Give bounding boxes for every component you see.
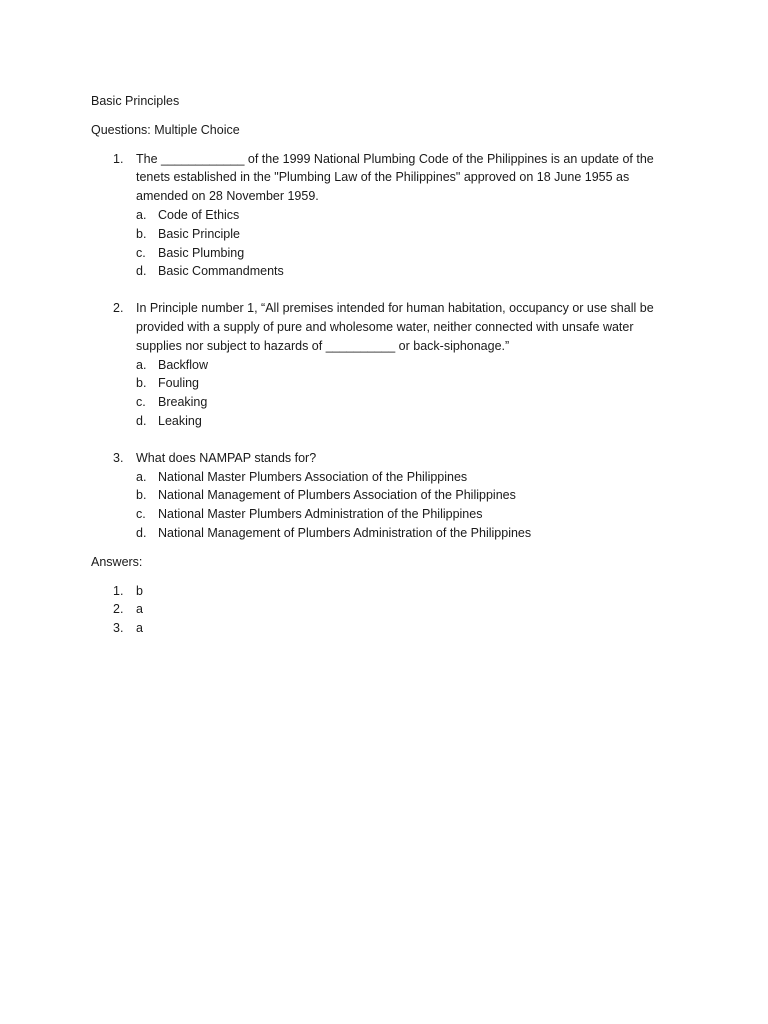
option-text: National Master Plumbers Administration of the Philippines bbox=[158, 507, 483, 522]
answer-option bbox=[136, 524, 691, 543]
answer-key-item bbox=[91, 600, 691, 619]
question-list bbox=[91, 150, 691, 543]
answer-key-item bbox=[91, 582, 691, 601]
option-text: Code of Ethics bbox=[158, 207, 240, 222]
option-letter: a. bbox=[136, 357, 147, 372]
question-item bbox=[91, 449, 691, 543]
question-stem-line: supplies nor subject to hazards of __________ or back-siphonage.” bbox=[136, 338, 510, 353]
answer-key-list bbox=[91, 582, 691, 638]
question-stem-line: What does NAMPAP stands for? bbox=[136, 450, 317, 465]
question-stem-line: In Principle number 1, “All premises intended for human habitation, occupancy or use shall be bbox=[136, 301, 654, 316]
question-stem-line: provided with a supply of pure and wholesome water, neither connected with unsafe water bbox=[136, 319, 634, 334]
question-item bbox=[91, 150, 691, 282]
answer-number: 2. bbox=[113, 602, 124, 617]
answers-label: Answers: bbox=[91, 554, 143, 569]
question-number: 3. bbox=[113, 450, 124, 465]
answer-option bbox=[136, 412, 691, 431]
answer-option bbox=[136, 225, 691, 244]
document-page bbox=[91, 92, 691, 638]
answer-value: a bbox=[136, 621, 143, 636]
question-stem-line: amended on 28 November 1959. bbox=[136, 189, 319, 204]
option-text: Backflow bbox=[158, 357, 209, 372]
option-text: Basic Commandments bbox=[158, 264, 284, 279]
answer-number: 1. bbox=[113, 583, 124, 598]
option-text: Basic Plumbing bbox=[158, 245, 245, 260]
question-item bbox=[91, 299, 691, 431]
option-letter: d. bbox=[136, 413, 147, 428]
question-stem bbox=[136, 299, 691, 355]
option-letter: d. bbox=[136, 264, 147, 279]
answer-option bbox=[136, 206, 691, 225]
answer-option bbox=[136, 393, 691, 412]
option-text: National Master Plumbers Association of the Philippines bbox=[158, 469, 468, 484]
option-letter: a. bbox=[136, 207, 147, 222]
section-label: Questions: Multiple Choice bbox=[91, 122, 240, 137]
question-stem-line: tenets established in the "Plumbing Law of the Philippines" approved on 18 June 1955 as bbox=[136, 170, 630, 185]
answer-option bbox=[136, 356, 691, 375]
option-letter: b. bbox=[136, 376, 147, 391]
question-stem bbox=[136, 150, 691, 206]
document-title: Basic Principles bbox=[91, 94, 180, 108]
answer-option bbox=[136, 374, 691, 393]
option-letter: b. bbox=[136, 226, 147, 241]
answer-option bbox=[136, 505, 691, 524]
answer-option bbox=[136, 262, 691, 281]
option-letter: c. bbox=[136, 395, 146, 410]
option-text: Fouling bbox=[158, 376, 199, 391]
option-letter: c. bbox=[136, 507, 146, 522]
option-text: Breaking bbox=[158, 395, 208, 410]
question-stem-line: The ____________ of the 1999 National Plumbing Code of the Philippines is an update of the bbox=[136, 151, 654, 166]
answer-key-item bbox=[91, 619, 691, 638]
option-letter: a. bbox=[136, 469, 147, 484]
option-text: National Management of Plumbers Association of the Philippines bbox=[158, 488, 516, 503]
option-text: Leaking bbox=[158, 413, 202, 428]
option-letter: d. bbox=[136, 525, 147, 540]
question-number: 2. bbox=[113, 301, 124, 316]
option-text: National Management of Plumbers Administration of the Philippines bbox=[158, 525, 532, 540]
answer-value: b bbox=[136, 583, 143, 598]
answer-value: a bbox=[136, 602, 143, 617]
answer-number: 3. bbox=[113, 621, 124, 636]
answer-option bbox=[136, 244, 691, 263]
option-text: Basic Principle bbox=[158, 226, 240, 241]
question-stem bbox=[136, 449, 691, 468]
option-letter: c. bbox=[136, 245, 146, 260]
answer-option bbox=[136, 468, 691, 487]
option-letter: b. bbox=[136, 488, 147, 503]
answer-option bbox=[136, 486, 691, 505]
question-number: 1. bbox=[113, 151, 124, 166]
